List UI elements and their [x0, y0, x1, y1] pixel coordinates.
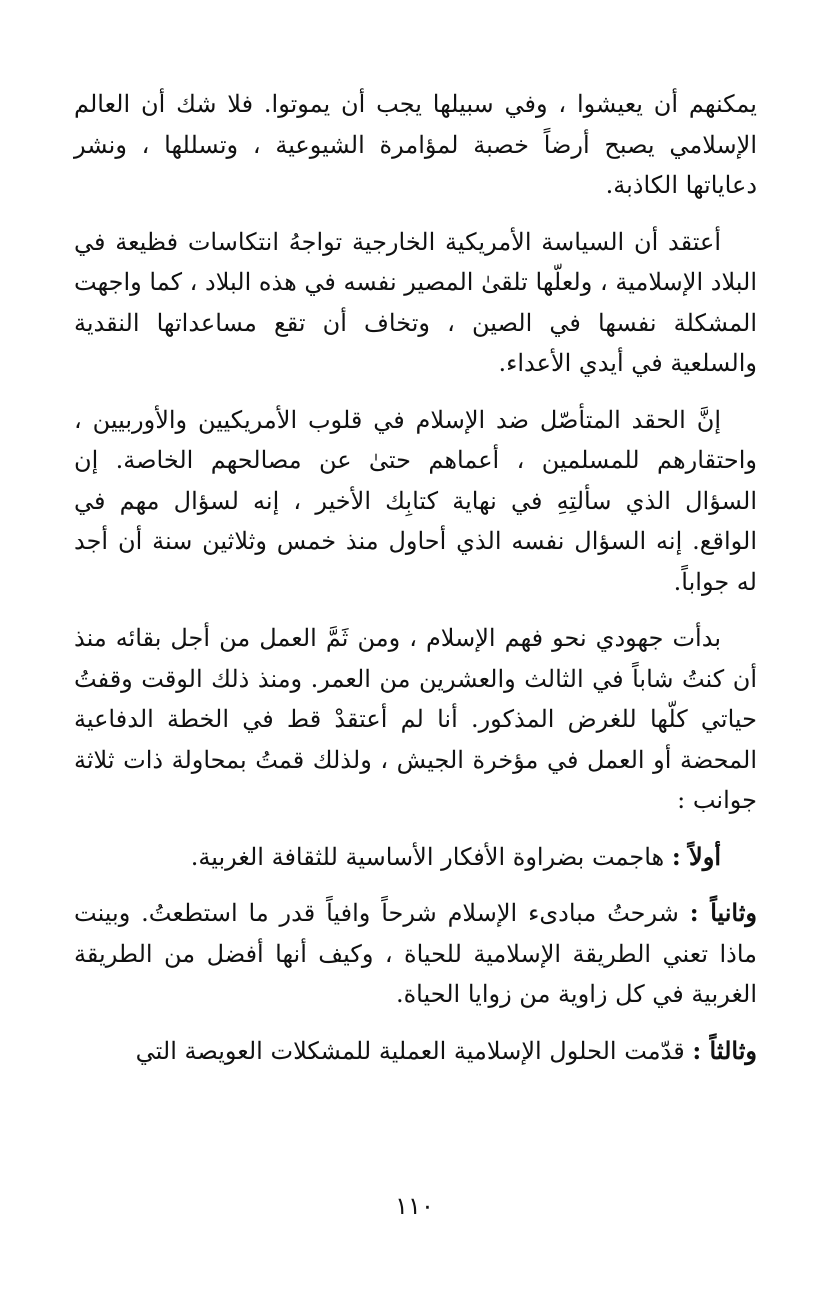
paragraph-1: [74, 84, 757, 206]
second-point-text: شرحتُ مبادىء الإسلام شرحاً وافياً قدر ما استطعتُ. وبينت ماذا تعني الطريقة الإسلامية للحياة ، وكيف أنها أفضل من الطريقة الغربية في كل زاوية من زوايا الحياة.: [74, 899, 757, 1008]
paragraph-first-point: [74, 837, 757, 878]
paragraph-1-text: يمكنهم أن يعيشوا ، وفي سبيلها يجب أن يموتوا. فلا شك أن العالم الإسلامي يصبح أرضاً خصبة لمؤامرة الشيوعية ، وتسللها ، ونشر دعاياتها الكاذبة.: [74, 90, 758, 199]
first-point-text: هاجمت بضراوة الأفكار الأساسية للثقافة الغربية.: [190, 842, 665, 871]
second-point-lead: وثانياً :: [689, 898, 758, 927]
paragraph-third-point: [74, 1031, 757, 1072]
paragraph-2-text: أعتقد أن السياسة الأمريكية الخارجية تواجهُ انتكاسات فظيعة في البلاد الإسلامية ، ولعلّها تلقىٰ المصير نفسه في هذه البلاد ، كما واجهت المشكلة نفسها في الصين ، وتخاف أن تقع مساعداتها النقدية والسلعية في أيدي الأعداء.: [74, 227, 757, 377]
paragraph-second-point: [74, 893, 757, 1015]
third-point-lead: وثالثاً :: [692, 1035, 757, 1065]
paragraph-4-text: بدأت جهودي نحو فهم الإسلام ، ومن ثَمَّ العمل من أجل بقائه منذ أن كنتُ شاباً في الثالث والعشرين من العمر. ومنذ ذلك الوقت وقفتُ حياتي كلّها للغرض المذكور. أنا لم أعتقدْ قط في الخطة الدفاعية المحضة أو العمل في مؤخرة الجيش ، ولذلك قمتُ بمحاولة ذات ثلاثة جوانب :: [74, 624, 757, 814]
paragraph-3: [74, 400, 757, 603]
body-text: [74, 84, 757, 1071]
first-point-lead: أولاً :: [671, 841, 721, 871]
paragraph-2: [74, 222, 757, 384]
third-point-text: قدّمت الحلول الإسلامية العملية للمشكلات العويصة التي: [135, 1036, 685, 1065]
paragraph-3-text: إنَّ الحقد المتأصّل ضد الإسلام في قلوب الأمريكيين والأوربيين ، واحتقارهم للمسلمين ، أعماهم حتىٰ عن مصالحهم الخاصة. إن السؤال الذي سألتِهِ في نهاية كتابِك الأخير ، إنه لسؤال مهم في الواقع. إنه السؤال نفسه الذي أحاول منذ خمس وثلاثين سنة أن أجد له جواباً.: [74, 405, 757, 596]
page-number: ١١٠: [395, 1192, 434, 1220]
paragraph-4: [74, 618, 757, 821]
